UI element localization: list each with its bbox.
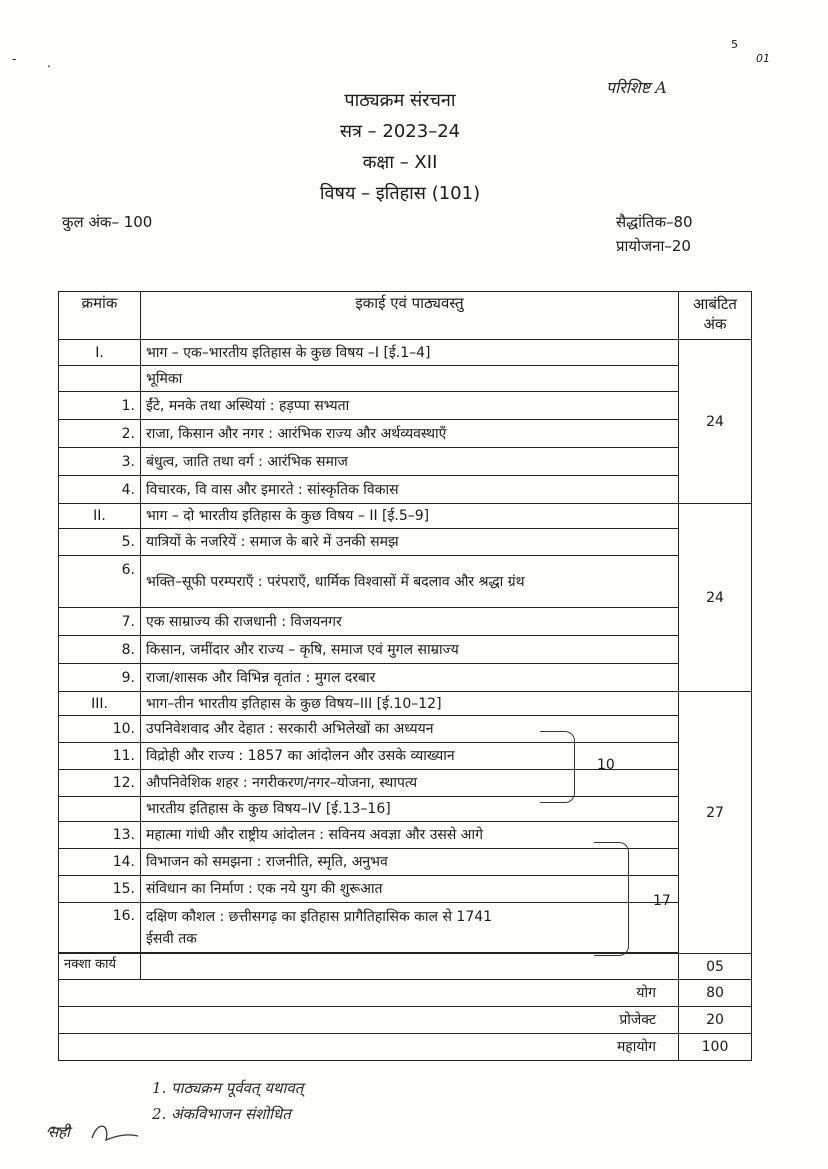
part-title: भाग – एक–भारतीय इतिहास के कुछ विषय –I [ई.1–4]: [141, 340, 679, 366]
part-title: भाग – दो भारतीय इतिहास के कुछ विषय – II [ई.5–9]: [141, 504, 679, 529]
project-marks: प्रायोजना–20: [616, 237, 691, 255]
row-topic: उपनिवेशवाद और देहात : सरकारी अभिलेखों का अध्ययन: [141, 716, 679, 743]
table-row: [59, 876, 752, 903]
table-row: [59, 420, 752, 448]
table-row: [59, 797, 752, 822]
row-topic: दक्षिण कौशल : छत्तीसगढ़ का इतिहास प्रागैतिहासिक काल से 1741 ईसवी तक: [141, 903, 679, 953]
subject-line: विषय – इतिहास (101): [319, 183, 481, 204]
part-marks: 24: [679, 340, 752, 504]
table-row: [59, 716, 752, 743]
part-marks: 24: [679, 504, 752, 692]
table-header-row: [59, 292, 752, 340]
total-label: योग: [59, 980, 679, 1007]
row-topic: बंधुत्व, जाति तथा वर्ग : आरंभिक समाज: [141, 448, 679, 476]
part-subtitle: भारतीय इतिहास के कुछ विषय–IV [ई.13–16]: [141, 797, 679, 822]
note-line: 2. अंकविभाजन संशोधित: [152, 1105, 291, 1123]
table-row: [59, 636, 752, 664]
row-topic: विचारक, वि वास और इमारते : सांस्कृतिक विकास: [141, 476, 679, 504]
header-marks-line2: अंक: [703, 315, 727, 333]
row-serial: 14.: [59, 849, 141, 876]
note-line: 1. पाठ्यक्रम पूर्ववत् यथावत्: [152, 1079, 304, 1097]
row-serial: 5.: [59, 529, 141, 556]
part-numeral: II.: [59, 504, 141, 529]
part-numeral: I.: [59, 340, 141, 366]
row-topic: एक साम्राज्य की राजधानी : विजयनगर: [141, 608, 679, 636]
table-row: [59, 608, 752, 636]
corner-mark: .: [47, 56, 51, 70]
table-row: [59, 849, 752, 876]
row-topic: भक्ति–सूफी परम्पराएँ : परंपराएँ, धार्मिक विश्वासों में बदलाव और श्रद्धा ग्रंथ: [141, 556, 679, 608]
table-row: [59, 476, 752, 504]
page-title: पाठ्यक्रम संरचना: [344, 90, 456, 111]
row-serial: 12.: [59, 770, 141, 797]
table-row: [59, 366, 752, 392]
session-line: सत्र – 2023–24: [339, 121, 461, 142]
row-topic: औपनिवेशिक शहर : नगरीकरण/नगर–योजना, स्थापत्य: [141, 770, 679, 797]
table-row: [59, 340, 752, 366]
group-a-marks: 10: [597, 757, 615, 773]
total-row: [59, 980, 752, 1007]
map-work-blank: [141, 954, 679, 980]
row-topic: राजा/शासक और विभिन्न वृतांत : मुगल दरबार: [141, 664, 679, 692]
map-work-marks: 05: [679, 954, 752, 980]
brace-group-a: [540, 731, 575, 803]
row-serial: 3.: [59, 448, 141, 476]
total-row: [59, 1034, 752, 1061]
header-marks: [679, 292, 752, 340]
row-serial: 15.: [59, 876, 141, 903]
syllabus-table: [58, 291, 752, 1061]
row-topic: संविधान का निर्माण : एक नये युग की शुरूआत: [141, 876, 679, 903]
row-serial: 2.: [59, 420, 141, 448]
row-serial: 9.: [59, 664, 141, 692]
row-serial: 8.: [59, 636, 141, 664]
row-serial: 11.: [59, 743, 141, 770]
row-topic: यात्रियों के नजरियें : समाज के बारे में उनकी समझ: [141, 529, 679, 556]
table-row: [59, 504, 752, 529]
theory-marks: सैद्धांतिक–80: [616, 213, 693, 231]
total-value: 20: [679, 1007, 752, 1034]
row-serial: 10.: [59, 716, 141, 743]
total-label: महायोग: [59, 1034, 679, 1061]
corner-mark: 5: [731, 38, 738, 51]
row-topic: किसान, जमींदार और राज्य – कृषि, समाज एवं मुगल साम्राज्य: [141, 636, 679, 664]
signature: सही: [48, 1123, 70, 1141]
table-row: [59, 743, 752, 770]
row-serial: 7.: [59, 608, 141, 636]
map-work-label: नक्शा कार्य: [59, 954, 141, 980]
header-marks-line1: आबंटित: [693, 295, 737, 313]
brace-group-b: [594, 842, 629, 956]
row-topic: महात्मा गांधी और राष्ट्रीय आंदोलन : सविनय अवज्ञा और उससे आगे: [141, 822, 679, 849]
annexure-label: परिशिष्ट A: [606, 78, 667, 97]
row-topic: विभाजन को समझना : राजनीति, स्मृति, अनुभव: [141, 849, 679, 876]
header-serial: क्रमांक: [59, 292, 141, 340]
class-line: कक्षा – XII: [362, 152, 438, 173]
part-title: भाग–तीन भारतीय इतिहास के कुछ विषय–III [ई.10–12]: [141, 692, 679, 716]
table-row: [59, 392, 752, 420]
total-value: 80: [679, 980, 752, 1007]
table-row: [59, 954, 752, 980]
row-topic: ईंटे, मनके तथा अस्थियां : हड़प्पा सभ्यता: [141, 392, 679, 420]
total-label: प्रोजेक्ट: [59, 1007, 679, 1034]
row-serial: 1.: [59, 392, 141, 420]
total-marks: कुल अंक– 100: [62, 213, 153, 231]
row-serial: [59, 366, 141, 392]
table-row: [59, 664, 752, 692]
corner-mark: -: [12, 52, 17, 66]
group-b-marks: 17: [653, 893, 671, 909]
part-marks: 27: [679, 692, 752, 954]
row-serial: 6.: [59, 556, 141, 608]
table-row: [59, 822, 752, 849]
table-row: [59, 448, 752, 476]
total-value: 100: [679, 1034, 752, 1061]
row-serial: 4.: [59, 476, 141, 504]
row-serial: [59, 797, 141, 822]
signature-mark: [40, 1110, 140, 1150]
table-row: [59, 692, 752, 716]
part-numeral: III.: [59, 692, 141, 716]
table-row: [59, 529, 752, 556]
total-row: [59, 1007, 752, 1034]
row-serial: 16.: [59, 903, 141, 953]
intro-text: भूमिका: [141, 366, 679, 392]
table-row: [59, 556, 752, 608]
header-content: इकाई एवं पाठ्यवस्तु: [141, 292, 679, 340]
corner-mark: 01: [756, 52, 770, 65]
row-topic: राजा, किसान और नगर : आरंभिक राज्य और अर्थव्यवस्थाएँ: [141, 420, 679, 448]
row-serial: 13.: [59, 822, 141, 849]
table-row: [59, 770, 752, 797]
row-topic: विद्रोही और राज्य : 1857 का आंदोलन और उसके व्याख्यान: [141, 743, 679, 770]
table-row: [59, 903, 752, 953]
